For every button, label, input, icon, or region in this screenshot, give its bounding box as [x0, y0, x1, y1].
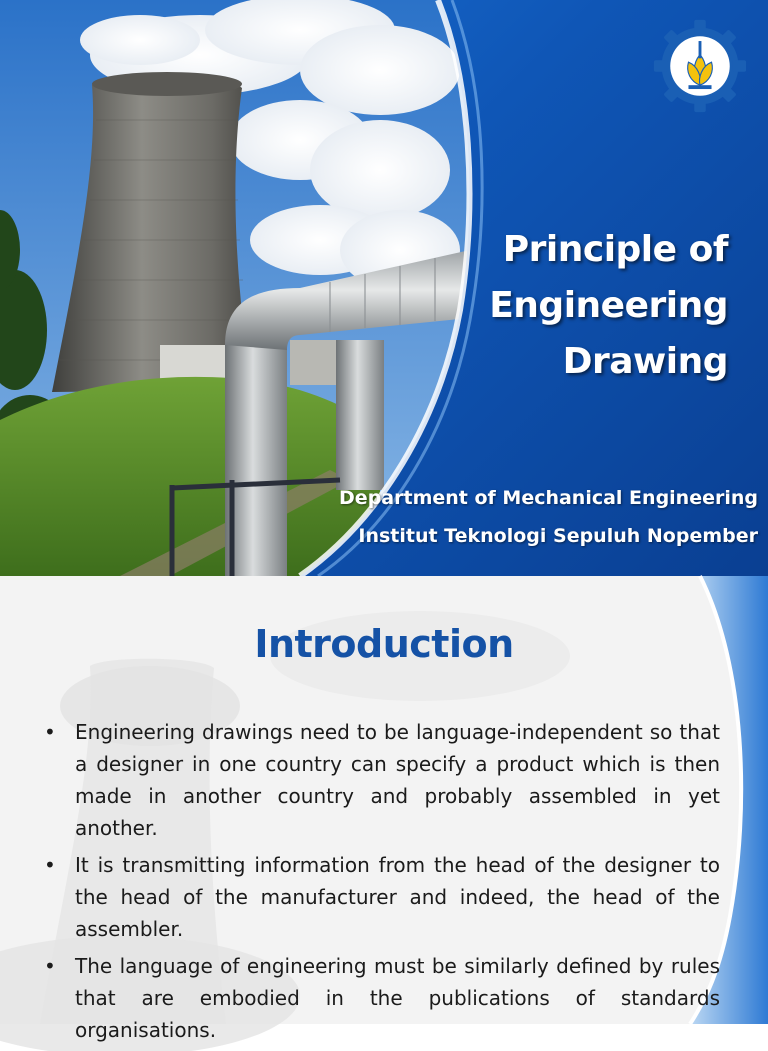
bullet-item: • It is transmitting information from the head of the designer to the head of the manufacturer and indeed, the head of the assembler. [44, 849, 720, 945]
introduction-slide [0, 576, 768, 1042]
slide-heading: Introduction [254, 622, 514, 666]
title-line: Principle of [502, 229, 728, 270]
institute-name: Institut Teknologi Sepuluh Nopember [358, 525, 758, 547]
department-name: Department of Mechanical Engineering [339, 487, 758, 509]
title-line: Drawing [562, 341, 728, 382]
its-gear-lotus-icon [652, 18, 748, 114]
bullet-list [44, 716, 720, 1051]
title-line: Engineering [489, 285, 728, 326]
bullet-item: • The language of engineering must be similarly defined by rules that are embodied in the publications of standards organisations. [44, 950, 720, 1046]
slide-title [428, 222, 728, 390]
bullet-item: • Engineering drawings need to be language-independent so that a designer in one country can specify a product which is then made in another country and probably assembled in yet another. [44, 716, 720, 844]
